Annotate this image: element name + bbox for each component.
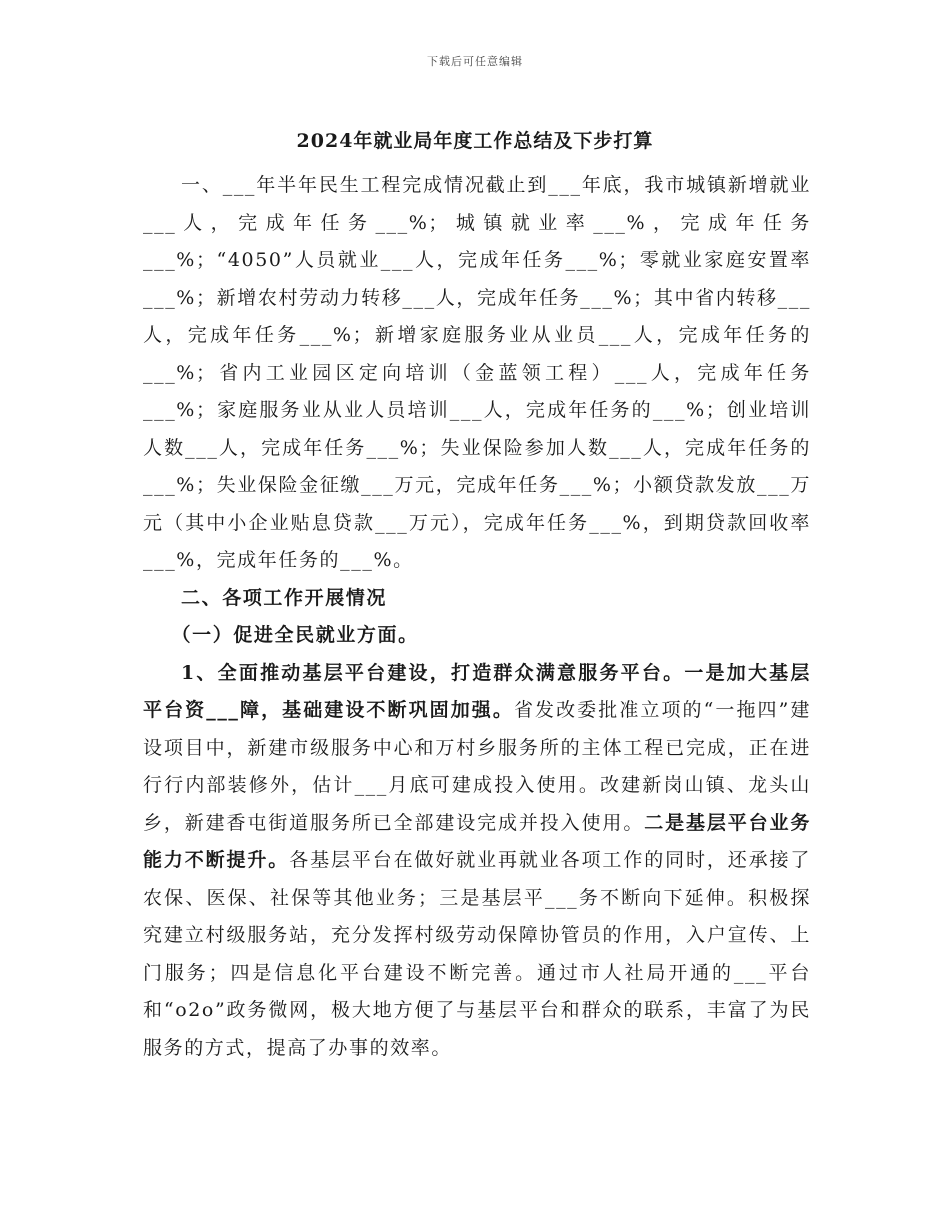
item1-paragraph [143, 655, 811, 1068]
item1-text-b: 各基层平台在做好就业再就业各项工作的同时，还承接了农保、医保、社保等其他业务；三是基层平___务不断向下延伸。积极探究建立村级服务站，充分发挥村级劳动保障协管员的作用，入户宣传、上门服务；四是信息化平台建设不断完善。通过市人社局开通的___平台和“o2o”政务微网，极大地方便了与基层平台和群众的联系，丰富了为民服务的方式，提高了办事的效率。 [143, 849, 811, 1059]
document-body [143, 167, 811, 1067]
subsection1-heading: （一）促进全民就业方面。 [171, 624, 419, 646]
item1-lead-bold: 1、全面推动基层平台建设，打造群众满意服务平台。一是加大基层平台资___障，基础建设不断巩固加强。 [143, 661, 811, 721]
item1-text-a: 省发改委批准立项的“一拖四”建设项目中，新建市级服务中心和万村乡服务所的主体工程已完成，正在进行行内部装修外，估计___月底可建成投入使用。改建新岗山镇、龙头山乡，新建香屯街道服务所已全部建设完成并投入使用。 [143, 699, 811, 834]
item1-second-bold: 二是基层平台业务能力不断提升。 [143, 811, 811, 871]
document-title: 2024年就业局年度工作总结及下步打算 [296, 130, 654, 152]
section1-paragraph: 一、___年半年民生工程完成情况截止到___年底，我市城镇新增就业___人，完成年任务___%；城镇就业率___%，完成年任务___%；“4050”人员就业___人，完成年任务___%；零就业家庭安置率___%；新增农村劳动力转移___人，完成年任务___%；其中省内转移___人，完成年任务___%；新增家庭服务业从业员___人，完成年任务的___%；省内工业园区定向培训（金蓝领工程）___人，完成年任务___%；家庭服务业从业人员培训___人，完成年任务的___%；创业培训人数___人，完成年任务___%；失业保险参加人数___人，完成年任务的___%；失业保险金征缴___万元，完成年任务___%；小额贷款发放___万元（其中小企业贴息贷款___万元），完成年任务___%，到期贷款回收率___%，完成年任务的___%。 [143, 174, 811, 571]
section2-heading: 二、各项工作开展情况 [181, 586, 388, 609]
page-header-note: 下载后可任意编辑 [427, 55, 523, 68]
